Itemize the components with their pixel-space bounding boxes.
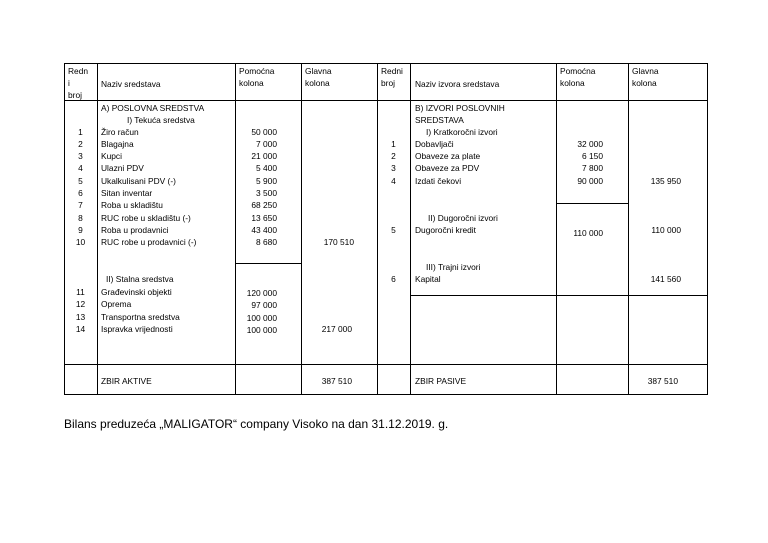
row-number: 13	[75, 312, 86, 322]
aux-subtotal-rule	[235, 263, 301, 264]
row-number: 2	[78, 139, 83, 149]
col-divider	[97, 63, 98, 395]
asset-item-amount: 7 000	[256, 139, 277, 149]
source-item-amount: 90 000	[577, 176, 603, 186]
fixed-assets-heading: II) Stalna sredstva	[106, 274, 174, 284]
permanent-sources-heading: III) Trajni izvori	[426, 262, 481, 272]
asset-item-name: Roba u skladištu	[101, 200, 163, 210]
source-item-name: Dobavljači	[415, 139, 454, 149]
long-term-sources-total: 110 000	[651, 225, 681, 235]
liabilities-total-value: 387 510	[647, 376, 678, 386]
source-item-name: Kapital	[415, 274, 441, 284]
short-term-sources-heading: I) Kratkoročni izvori	[426, 127, 498, 137]
header-main-column-right: Glavna kolona	[632, 66, 659, 89]
col-divider	[301, 63, 302, 395]
row-number: 12	[75, 299, 86, 309]
asset-item-name: Blagajna	[101, 139, 134, 149]
assets-total-label: ZBIR AKTIVE	[101, 376, 152, 386]
asset-item-amount: 100 000	[246, 325, 277, 335]
row-number: 4	[391, 176, 396, 186]
table-top-border	[64, 63, 708, 64]
header-asset-name: Naziv sredstava	[101, 79, 161, 89]
document-caption: Bilans preduzeća „MALIGATOR“ company Visoko na dan 31.12.2019. g.	[64, 417, 449, 431]
asset-item-name: Građevinski objekti	[101, 287, 172, 297]
col-divider	[410, 63, 411, 395]
row-number: 3	[391, 163, 396, 173]
asset-item-name: Ispravka vrijednosti	[101, 324, 173, 334]
row-number: 14	[75, 324, 86, 334]
source-item-amount: 6 150	[582, 151, 603, 161]
asset-item-amount: 13 650	[251, 213, 277, 223]
header-aux-column-right: Pomoćna kolona	[560, 66, 596, 89]
asset-item-name: Sitan inventar	[101, 188, 153, 198]
asset-item-name: RUC robe u skladištu (-)	[101, 213, 191, 223]
total-row-divider	[64, 364, 708, 365]
asset-item-name: Ukalkulisani PDV (-)	[101, 176, 176, 186]
sources-section-rule	[410, 295, 707, 296]
asset-item-amount: 97 000	[251, 300, 277, 310]
row-number: 5	[391, 225, 396, 235]
asset-item-name: Oprema	[101, 299, 132, 309]
table-bottom-border	[64, 394, 708, 395]
header-main-column-left: Glavna kolona	[305, 66, 332, 89]
source-item-amount: 32 000	[577, 139, 603, 149]
source-item-amount: 110 000	[573, 228, 603, 238]
assets-total-value: 387 510	[321, 376, 352, 386]
asset-item-name: RUC robe u prodavnici (-)	[101, 237, 197, 247]
header-ordinal-left: Redn i broj	[68, 66, 89, 101]
row-number: 3	[78, 151, 83, 161]
aux-subtotal-rule	[556, 203, 628, 204]
row-number: 7	[78, 200, 83, 210]
row-number: 6	[78, 188, 83, 198]
row-number: 8	[78, 213, 83, 223]
asset-item-amount: 8 680	[256, 237, 277, 247]
header-aux-column-left: Pomoćna kolona	[239, 66, 275, 89]
assets-section-title: A) POSLOVNA SREDSTVA	[101, 103, 205, 113]
source-item-name: Dugoročni kredit	[415, 225, 476, 235]
asset-item-name: Ulazni PDV	[101, 163, 144, 173]
header-divider	[64, 100, 708, 101]
asset-item-name: Kupci	[101, 151, 122, 161]
current-assets-total: 170 510	[323, 237, 354, 247]
row-number: 6	[391, 274, 396, 284]
row-number: 11	[76, 287, 85, 297]
asset-item-amount: 68 250	[251, 200, 277, 210]
asset-item-amount: 50 000	[251, 127, 277, 137]
source-item-name: Izdati čekovi	[415, 176, 462, 186]
table-right-border	[707, 63, 708, 395]
liabilities-total-label: ZBIR PASIVE	[415, 376, 467, 386]
asset-item-amount: 43 400	[251, 225, 277, 235]
asset-item-amount: 120 000	[246, 288, 277, 298]
permanent-sources-total: 141 560	[650, 274, 681, 284]
asset-item-name: Transportna sredstva	[101, 312, 180, 322]
header-source-name: Naziv izvora sredstava	[415, 79, 500, 89]
asset-item-amount: 21 000	[251, 151, 277, 161]
asset-item-name: Žiro račun	[101, 127, 139, 137]
current-assets-heading: I) Tekuća sredstva	[127, 115, 195, 125]
row-number: 2	[391, 151, 396, 161]
asset-item-amount: 5 400	[256, 163, 277, 173]
header-ordinal-right: Redni broj	[381, 66, 403, 89]
long-term-sources-heading: II) Dugoročni izvori	[428, 213, 498, 223]
asset-item-name: Roba u prodavnici	[101, 225, 169, 235]
row-number: 1	[391, 139, 396, 149]
asset-item-amount: 3 500	[256, 188, 277, 198]
sources-section-title: B) IZVORI POSLOVNIH SREDSTAVA	[415, 103, 505, 126]
fixed-assets-total: 217 000	[321, 324, 352, 334]
row-number: 4	[78, 163, 83, 173]
asset-item-amount: 5 900	[256, 176, 277, 186]
short-term-sources-total: 135 950	[650, 176, 681, 186]
row-number: 10	[75, 237, 86, 247]
row-number: 5	[78, 176, 83, 186]
row-number: 9	[78, 225, 83, 235]
source-item-amount: 7 800	[582, 163, 603, 173]
source-item-name: Obaveze za PDV	[415, 163, 480, 173]
row-number: 1	[78, 127, 83, 137]
asset-item-amount: 100 000	[246, 313, 277, 323]
source-item-name: Obaveze za plate	[415, 151, 481, 161]
